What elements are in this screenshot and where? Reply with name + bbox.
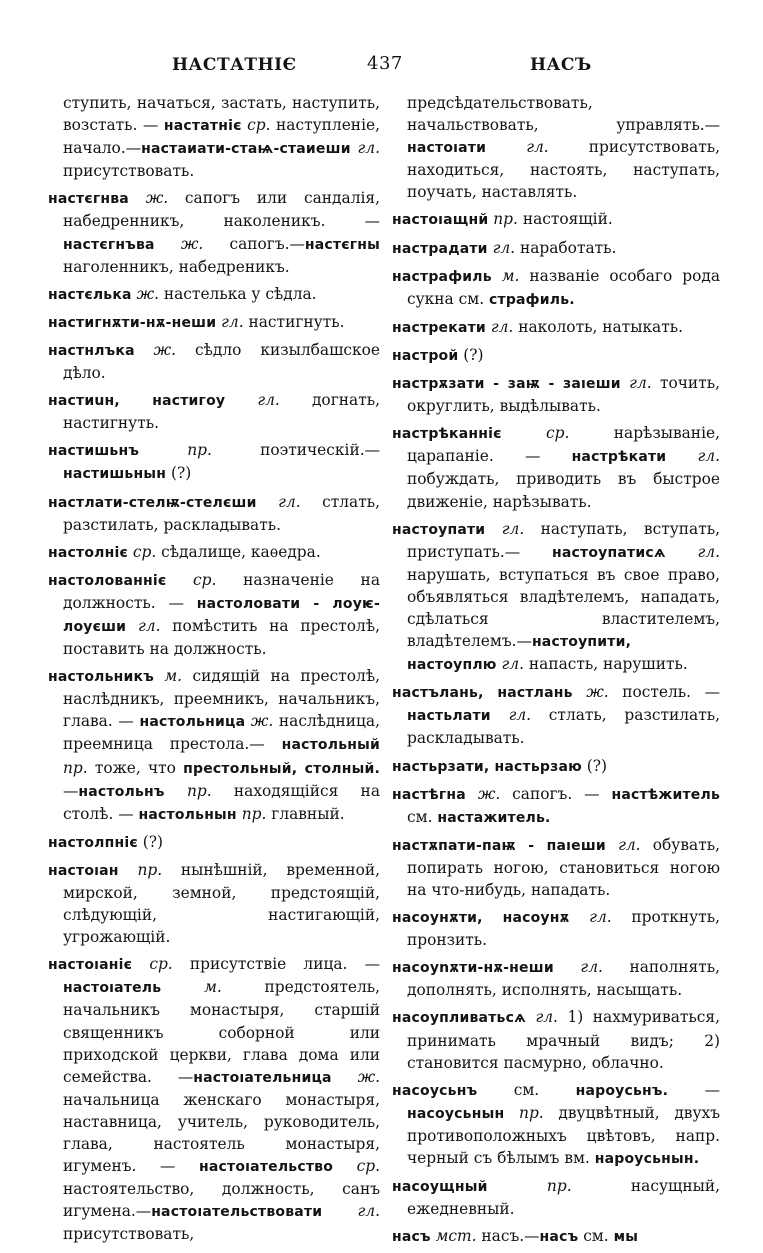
definition-text: предсѣдательствовать, начальствовать, управлять.— (407, 94, 720, 135)
grammar-abbrev: ж. (572, 683, 609, 702)
grammar-abbrev: ж. (245, 712, 274, 731)
headword: настолпніє (48, 834, 138, 851)
dictionary-entry (392, 1175, 720, 1220)
headword: настиuн, настигоу (48, 393, 226, 410)
grammar-abbrev: гл. (605, 835, 641, 854)
definition-text: — (668, 1080, 720, 1099)
definition-text: сѣдло кизылбашское дѣло. (63, 340, 381, 383)
definition-text: присутствовать, находиться, настоять, наступать, поучать, наставлять. (407, 138, 720, 202)
dictionary-entry (48, 859, 380, 948)
definition-text: нарушать, вступаться въ свое право, объявляться владѣтелемъ, нападать, сдѣлаться властителемъ, владѣтелемъ.— (407, 565, 720, 651)
dictionary-entry (392, 237, 720, 260)
definition-text: наслѣдница, преемница престола.— (63, 712, 380, 754)
grammar-abbrev: ср. (241, 116, 271, 135)
headword: настрадати (392, 240, 488, 257)
dictionary-entry (392, 834, 720, 901)
headword: престольный, столный. (183, 760, 381, 777)
headword: настольный (281, 737, 380, 754)
headword: насъ (539, 1229, 579, 1246)
dictionary-entry (48, 339, 380, 384)
definition-text: наработать. (515, 238, 617, 257)
definition-text: настоящій. (517, 210, 613, 229)
definition-text: — (63, 781, 79, 800)
grammar-abbrev: гл. (256, 492, 301, 511)
dictionary-entry (392, 372, 720, 417)
definition-text: постель. — (608, 683, 720, 702)
headword: настрафиль (392, 268, 492, 285)
definition-text: назначеніе на должность. — (63, 570, 380, 612)
grammar-abbrev: ж. (128, 189, 169, 208)
headword: насоусьнъ (392, 1082, 478, 1099)
left-column (48, 92, 380, 1251)
dictionary-entry (392, 316, 720, 339)
definition-text: (?) (581, 756, 608, 775)
headword: настрой (392, 347, 459, 364)
definition-text: сидящій на престолѣ, наслѣдникъ, преемникъ, начальникъ, глава. — (63, 667, 380, 731)
grammar-abbrev: пр. (118, 860, 163, 879)
dictionary-entry (392, 681, 720, 749)
definition-text: присутствовать, (63, 1225, 195, 1244)
headword: настѣгна (392, 786, 466, 803)
grammar-abbrev: ж. (131, 284, 159, 303)
grammar-abbrev: гл. (216, 312, 244, 331)
grammar-abbrev: ср. (127, 542, 157, 561)
definition-text: настоятельство, должность, санъ игумена.— (63, 1180, 380, 1221)
definition-text: главный. (266, 804, 345, 823)
headword: настажитель. (437, 809, 551, 826)
headword: насоунѫти, насоунѫ (392, 910, 570, 927)
headword: настишьнын (63, 466, 167, 483)
dictionary-entry (48, 283, 380, 306)
dictionary-entry (48, 389, 380, 434)
dictionary-entry (48, 439, 380, 485)
grammar-abbrev: пр. (63, 758, 88, 777)
page-number: 437 (367, 53, 403, 74)
dictionary-entry (48, 569, 380, 660)
grammar-abbrev: гл. (225, 391, 280, 410)
definition-text: сѣдалище, каѳедра. (156, 542, 321, 561)
definition-text: побуждать, приводить въ быстрое движеніе, нарѣзывать. (407, 470, 720, 511)
headword: настьрзати, настьрзаю (392, 758, 582, 775)
definition-text: см. (477, 1080, 576, 1099)
grammar-abbrev: ж. (465, 784, 501, 803)
grammar-abbrev: гл. (485, 519, 525, 538)
headword: настєгнъва (63, 236, 155, 253)
dictionary-entry (48, 541, 380, 564)
grammar-abbrev: гл. (620, 374, 652, 393)
grammar-abbrev: гл. (350, 139, 380, 158)
headword: настишьнъ (48, 443, 140, 460)
dictionary-entry (392, 344, 720, 367)
headword: насоущный (392, 1179, 488, 1196)
grammar-abbrev: ж. (331, 1067, 381, 1086)
grammar-abbrev: ж. (134, 340, 177, 359)
definition-text: наступленіе, начало.— (63, 116, 380, 158)
grammar-abbrev: гл. (126, 616, 161, 635)
grammar-abbrev: гл. (569, 908, 612, 927)
grammar-abbrev: гл. (666, 447, 720, 466)
dictionary-entry (392, 956, 720, 1001)
grammar-abbrev: пр. (488, 210, 518, 229)
definition-text: догнать, настигнуть. (63, 391, 380, 433)
definition-text: находящійся на столѣ. — (63, 781, 380, 823)
dictionary-entry (392, 755, 720, 778)
definition-text: нарѣзываніе, царапаніе. — (407, 424, 720, 466)
headword: настѣжитель (611, 786, 721, 803)
headword: настольнын (138, 806, 237, 823)
headword: настоловати - лоуѥ-лоуєши (63, 595, 380, 635)
dictionary-entry (48, 831, 380, 854)
headword: настолованніє (48, 572, 167, 589)
header-right-guide-word: НАСЪ (530, 55, 592, 75)
headword: настоıательствовати (151, 1204, 323, 1221)
definition-text: присутствовать. (63, 162, 195, 181)
headword: настьлати (407, 708, 491, 725)
dictionary-entry (392, 92, 720, 203)
definition-text: проткнуть, пронзить. (407, 908, 720, 950)
dictionary-entry (392, 1079, 720, 1170)
headword: настоупити, настоуплю (407, 634, 632, 674)
definition-text: нынѣшній, временной, мирской, земной, предстоящій, слѣдующій, настигающій, угрожающій. (63, 860, 380, 947)
header-left-guide-word: НАСТАТНІЄ (172, 55, 297, 75)
headword: настоıатель (63, 980, 162, 997)
grammar-abbrev: пр. (504, 1103, 544, 1122)
definition-text: обувать, попирать ногою, становиться ногою на что-нибудь, нападать. (407, 835, 720, 899)
dictionary-entry (392, 208, 720, 231)
headword: насъ (392, 1229, 431, 1246)
grammar-abbrev: гл. (553, 958, 603, 977)
grammar-abbrev: м. (161, 978, 222, 997)
headword: настигнѫти-нѫ-неши (48, 314, 217, 331)
definition-text: помѣстить на престолѣ, поставить на должность. (63, 616, 380, 659)
grammar-abbrev: пр. (139, 441, 212, 460)
headword: насоусьнын (407, 1105, 505, 1122)
grammar-abbrev: гл. (485, 317, 514, 336)
headword: настоупатисѧ (552, 544, 666, 561)
grammar-abbrev: гл. (496, 655, 524, 674)
definition-text: сапогъ.— (203, 234, 305, 253)
right-column (392, 92, 720, 1253)
grammar-abbrev: пр. (487, 1177, 572, 1196)
dictionary-entry (392, 422, 720, 512)
definition-text: наголенникъ, набедреникъ. (63, 257, 290, 276)
grammar-abbrev: гл. (525, 1008, 558, 1027)
headword: настълань, настлань (392, 685, 573, 702)
dictionary-entry (392, 265, 720, 311)
definition-text: напасть, нарушить. (524, 655, 688, 674)
headword: настоıаніє (48, 957, 133, 974)
definition-text: названіе особаго рода сукна см. (407, 266, 720, 308)
headword: настоıащнй (392, 212, 489, 229)
headword: нароусьнын. (594, 1151, 700, 1168)
dictionary-entry (392, 1225, 720, 1248)
definition-text: тоже, что (87, 758, 184, 777)
definition-text: стлать, разстилать, раскладывать. (63, 492, 380, 534)
grammar-abbrev: пр. (236, 804, 267, 823)
definition-text: см. (407, 807, 438, 826)
definition-text: точить, округлить, выдѣлывать. (407, 374, 720, 416)
grammar-abbrev: ср. (501, 424, 570, 443)
grammar-abbrev: гл. (487, 238, 516, 257)
grammar-abbrev: гл. (665, 542, 720, 561)
dictionary-entry (48, 92, 380, 182)
definition-text: 1) нахмуриваться, принимать мрачный видъ; 2) становится пасмурно, облачно. (407, 1008, 720, 1072)
dictionary-entry (392, 783, 720, 829)
grammar-abbrev: ср. (166, 570, 217, 589)
headword: нароусьнъ. (575, 1082, 669, 1099)
headword: настѫпати-паѭ - паıеши (392, 837, 606, 854)
grammar-abbrev: ср. (132, 955, 173, 974)
headword: настєгны (304, 236, 380, 253)
grammar-abbrev: м. (491, 266, 520, 285)
headword: мы (613, 1229, 639, 1246)
grammar-abbrev: ср. (333, 1157, 381, 1176)
headword: насоупливатьсѧ (392, 1010, 526, 1027)
headword: настлати-стелѭ-стелєши (48, 494, 257, 511)
headword: насоуnѫти-нѫ-неши (392, 960, 554, 977)
definition-text: стлать, разстилать, раскладывать. (407, 706, 720, 748)
definition-text: наполнять, дополнять, исполнять, насыщать. (407, 958, 720, 1000)
definition-text: (?) (166, 464, 192, 483)
definition-text: сапогъ. — (500, 784, 612, 803)
dictionary-entry (48, 491, 380, 536)
grammar-abbrev: м. (153, 667, 183, 686)
headword: настоупати (392, 521, 486, 538)
definition-text: настигнуть. (243, 312, 345, 331)
definition-text: поэтическій.— (211, 441, 380, 460)
dictionary-entry (48, 311, 380, 334)
definition-text: настелька у сѣдла. (158, 284, 317, 303)
definition-text: наступать, вступать, приступать.— (407, 519, 720, 561)
definition-text: насъ.— (476, 1227, 540, 1246)
grammar-abbrev: пр. (164, 781, 212, 800)
headword: настаиати-стаѩ-стаиеши (141, 141, 351, 158)
definition-text: присутствіе лица. — (172, 955, 380, 974)
dictionary-entry (392, 906, 720, 951)
headword: настатніє (163, 118, 242, 135)
headword: страфиль. (489, 291, 575, 308)
headword: настоıан (48, 862, 119, 879)
headword: настрекати (392, 319, 486, 336)
headword: настрѫзати - заѭ - заıеши (392, 376, 621, 393)
dictionary-entry (48, 953, 380, 1245)
headword: настнлъка (48, 342, 135, 359)
headword: настольнъ (78, 783, 165, 800)
headword: настольница (139, 714, 246, 731)
definition-text: предстоятель, начальникъ монастыря, старшій священникъ соборной или приходской церкви, глава дома или семейства. — (63, 978, 380, 1086)
dictionary-entry (48, 187, 380, 277)
headword: настрѣкати (571, 449, 667, 466)
definition-text: сапогъ или сандалія, набедренникъ, наколеникъ. — (63, 189, 380, 231)
definition-text: насущный, ежедневный. (407, 1177, 720, 1219)
definition-text: начальница женскаго монастыря, наставница, учитель, руководитель, глава, настоятель монастыря, игуменъ. — (63, 1090, 380, 1176)
dictionary-entry (392, 1006, 720, 1073)
headword: настрѣканніє (392, 426, 502, 443)
dictionary-entry (392, 518, 720, 677)
definition-text: (?) (137, 832, 164, 851)
headword: настоıательство (199, 1159, 334, 1176)
grammar-abbrev: гл. (322, 1202, 380, 1221)
headword: настолніє (48, 544, 128, 561)
dictionary-entry (48, 665, 380, 826)
definition-text: ступить, начаться, застать, наступить, возстать. — (63, 94, 380, 135)
headword: настєлька (48, 286, 132, 303)
headword: настоıательница (193, 1069, 332, 1086)
headword: настєгнва (48, 191, 129, 208)
grammar-abbrev: гл. (490, 706, 532, 725)
headword: настольникъ (48, 669, 154, 686)
grammar-abbrev: гл. (486, 138, 549, 157)
definition-text: (?) (458, 345, 484, 364)
definition-text: см. (578, 1227, 614, 1246)
definition-text: двуцвѣтный, двухъ противоположныхъ цвѣтовъ, напр. черный съ бѣлымъ вм. (407, 1103, 720, 1168)
definition-text: наколоть, натыкать. (513, 317, 684, 336)
grammar-abbrev: мст. (430, 1227, 477, 1246)
grammar-abbrev: ж. (154, 234, 204, 253)
headword: настоıати (407, 140, 487, 157)
